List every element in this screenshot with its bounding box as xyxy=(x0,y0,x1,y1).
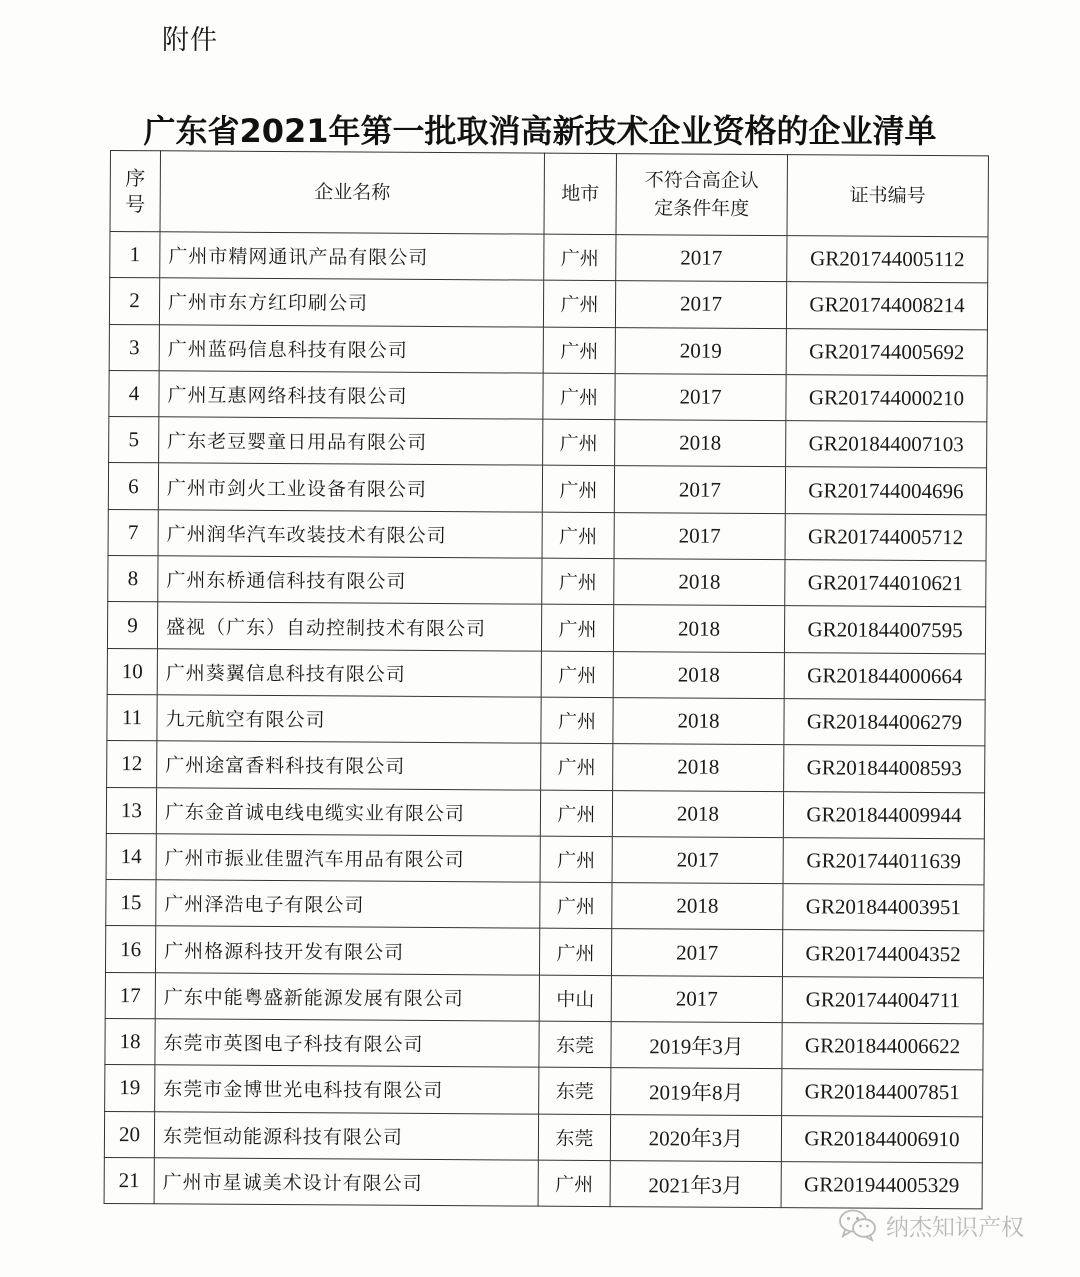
city: 广州 xyxy=(542,466,614,513)
city: 广州 xyxy=(539,929,611,976)
row-seq: 10 xyxy=(107,648,157,695)
certificate-number: GR201844000664 xyxy=(784,652,985,700)
revoked-enterprise-table xyxy=(104,150,989,1210)
row-seq: 17 xyxy=(105,972,155,1019)
revoked-enterprise-table-wrapper xyxy=(104,150,988,1210)
certificate-number: GR201744000210 xyxy=(786,375,987,423)
header-cert: 证书编号 xyxy=(787,155,988,237)
city: 广州 xyxy=(541,605,613,652)
enterprise-name: 广东老豆婴童日用品有限公司 xyxy=(159,417,543,466)
city: 广州 xyxy=(538,1160,610,1207)
enterprise-name: 广州润华汽车改装技术有限公司 xyxy=(158,510,542,559)
enterprise-name: 广州葵翼信息科技有限公司 xyxy=(157,648,541,697)
watermark-text: 纳杰知识产权 xyxy=(886,1214,1024,1241)
table-row xyxy=(106,833,984,885)
noncompliant-year: 2020年3月 xyxy=(610,1114,781,1161)
noncompliant-year: 2021年3月 xyxy=(610,1161,781,1208)
noncompliant-year: 2018 xyxy=(613,698,784,745)
table-row xyxy=(104,1111,982,1163)
document-title: 广东省2021年第一批取消高新技术企业资格的企业清单 xyxy=(143,112,937,150)
certificate-number: GR201944005329 xyxy=(781,1162,982,1210)
row-seq: 19 xyxy=(105,1065,155,1112)
enterprise-name: 广州蓝码信息科技有限公司 xyxy=(159,324,543,373)
noncompliant-year: 2018 xyxy=(612,790,783,837)
enterprise-name: 广东金首诚电线电缆实业有限公司 xyxy=(156,787,540,836)
table-row xyxy=(110,232,988,284)
certificate-number: GR201744004352 xyxy=(782,930,983,978)
certificate-number: GR201744008214 xyxy=(786,282,987,330)
header-name: 企业名称 xyxy=(160,151,544,234)
noncompliant-year: 2019 xyxy=(615,327,786,374)
city: 中山 xyxy=(539,975,611,1022)
city: 广州 xyxy=(541,697,613,744)
table-row xyxy=(109,417,987,469)
noncompliant-year: 2017 xyxy=(615,373,786,420)
city: 广州 xyxy=(541,651,613,698)
row-seq: 6 xyxy=(108,463,158,510)
certificate-number: GR201744004711 xyxy=(782,976,983,1024)
enterprise-name: 东莞市英图电子科技有限公司 xyxy=(155,1019,539,1068)
city: 广州 xyxy=(544,234,616,281)
enterprise-name: 广州格源科技开发有限公司 xyxy=(155,926,539,975)
enterprise-name: 广州市剑火工业设备有限公司 xyxy=(158,463,542,512)
header-year: 不符合高企认定条件年度 xyxy=(616,154,787,236)
noncompliant-year: 2018 xyxy=(613,651,784,698)
noncompliant-year: 2019年3月 xyxy=(611,1022,782,1069)
noncompliant-year: 2018 xyxy=(613,605,784,652)
certificate-number: GR201844006622 xyxy=(782,1023,983,1071)
wechat-icon xyxy=(838,1208,878,1242)
enterprise-name: 广东中能粤盛新能源发展有限公司 xyxy=(155,973,539,1022)
row-seq: 16 xyxy=(105,926,155,973)
city: 广州 xyxy=(540,790,612,837)
row-seq: 8 xyxy=(108,556,158,603)
table-row xyxy=(107,602,985,654)
noncompliant-year: 2017 xyxy=(616,235,787,282)
table-body xyxy=(104,232,988,1210)
city: 东莞 xyxy=(539,1021,611,1068)
row-seq: 18 xyxy=(105,1019,155,1066)
city: 广州 xyxy=(543,373,615,420)
noncompliant-year: 2018 xyxy=(612,883,783,930)
noncompliant-year: 2018 xyxy=(615,420,786,467)
noncompliant-year: 2018 xyxy=(613,744,784,791)
row-seq: 20 xyxy=(104,1111,154,1158)
city: 广州 xyxy=(543,327,615,374)
enterprise-name: 盛视（广东）自动控制技术有限公司 xyxy=(157,602,541,651)
city: 东莞 xyxy=(539,1067,611,1114)
row-seq: 15 xyxy=(106,880,156,927)
city: 广州 xyxy=(540,836,612,883)
certificate-number: GR201744005712 xyxy=(785,513,986,561)
enterprise-name: 东莞市金博世光电科技有限公司 xyxy=(155,1065,539,1114)
table-row xyxy=(107,648,985,700)
table-row xyxy=(105,926,983,978)
enterprise-name: 广州东桥通信科技有限公司 xyxy=(158,556,542,605)
certificate-number: GR201744004696 xyxy=(785,467,986,515)
noncompliant-year: 2017 xyxy=(612,836,783,883)
certificate-number: GR201844006279 xyxy=(784,699,985,747)
noncompliant-year: 2017 xyxy=(611,975,782,1022)
table-row xyxy=(104,1157,982,1209)
table-row xyxy=(105,1065,983,1117)
noncompliant-year: 2017 xyxy=(611,929,782,976)
certificate-number: GR201844007595 xyxy=(784,606,985,654)
noncompliant-year: 2019年8月 xyxy=(611,1068,782,1115)
certificate-number: GR201844008593 xyxy=(784,745,985,793)
table-header-row xyxy=(110,151,988,237)
table-row xyxy=(107,741,985,793)
certificate-number: GR201844003951 xyxy=(783,884,984,932)
row-seq: 14 xyxy=(106,833,156,880)
row-seq: 5 xyxy=(109,417,159,464)
row-seq: 12 xyxy=(107,741,157,788)
table-row xyxy=(108,509,986,561)
noncompliant-year: 2017 xyxy=(615,281,786,328)
attachment-label: 附件 xyxy=(162,25,218,56)
row-seq: 2 xyxy=(109,278,159,325)
enterprise-name: 广州互惠网络科技有限公司 xyxy=(159,371,543,420)
enterprise-name: 广州市东方红印刷公司 xyxy=(159,278,543,327)
table-row xyxy=(106,880,984,932)
row-seq: 1 xyxy=(110,232,160,279)
table-row xyxy=(106,787,984,839)
certificate-number: GR201844009944 xyxy=(783,791,984,839)
enterprise-name: 广州泽浩电子有限公司 xyxy=(156,880,540,929)
enterprise-name: 九元航空有限公司 xyxy=(157,695,541,744)
city: 东莞 xyxy=(538,1114,610,1161)
enterprise-name: 东莞恒动能源科技有限公司 xyxy=(154,1111,538,1160)
certificate-number: GR201844007851 xyxy=(782,1069,983,1117)
city: 广州 xyxy=(542,512,614,559)
header-seq: 序号 xyxy=(110,151,160,232)
city: 广州 xyxy=(543,419,615,466)
row-seq: 9 xyxy=(107,602,157,649)
table-row xyxy=(107,694,985,746)
watermark xyxy=(838,1208,1024,1242)
certificate-number: GR201744005112 xyxy=(787,236,988,284)
table-row xyxy=(109,324,987,376)
noncompliant-year: 2018 xyxy=(614,559,785,606)
certificate-number: GR201744011639 xyxy=(783,837,984,885)
noncompliant-year: 2017 xyxy=(614,512,785,559)
enterprise-name: 广州市星诚美术设计有限公司 xyxy=(154,1158,538,1207)
table-row xyxy=(108,556,986,608)
table-row xyxy=(105,1019,983,1071)
table-row xyxy=(108,463,986,515)
row-seq: 13 xyxy=(106,787,156,834)
row-seq: 4 xyxy=(109,370,159,417)
row-seq: 21 xyxy=(104,1157,154,1204)
table-row xyxy=(105,972,983,1024)
table-row xyxy=(109,370,987,422)
certificate-number: GR201844007103 xyxy=(786,421,987,469)
enterprise-name: 广州市精网通讯产品有限公司 xyxy=(160,232,544,281)
city: 广州 xyxy=(540,882,612,929)
city: 广州 xyxy=(543,280,615,327)
certificate-number: GR201744010621 xyxy=(785,560,986,608)
city: 广州 xyxy=(542,558,614,605)
row-seq: 3 xyxy=(109,324,159,371)
row-seq: 11 xyxy=(107,694,157,741)
enterprise-name: 广州途富香料科技有限公司 xyxy=(157,741,541,790)
row-seq: 7 xyxy=(108,509,158,556)
enterprise-name: 广州市振业佳盟汽车用品有限公司 xyxy=(156,834,540,883)
city: 广州 xyxy=(541,743,613,790)
noncompliant-year: 2017 xyxy=(614,466,785,513)
table-row xyxy=(109,278,987,330)
header-city: 地市 xyxy=(544,153,616,234)
certificate-number: GR201744005692 xyxy=(786,328,987,376)
certificate-number: GR201844006910 xyxy=(781,1115,982,1163)
